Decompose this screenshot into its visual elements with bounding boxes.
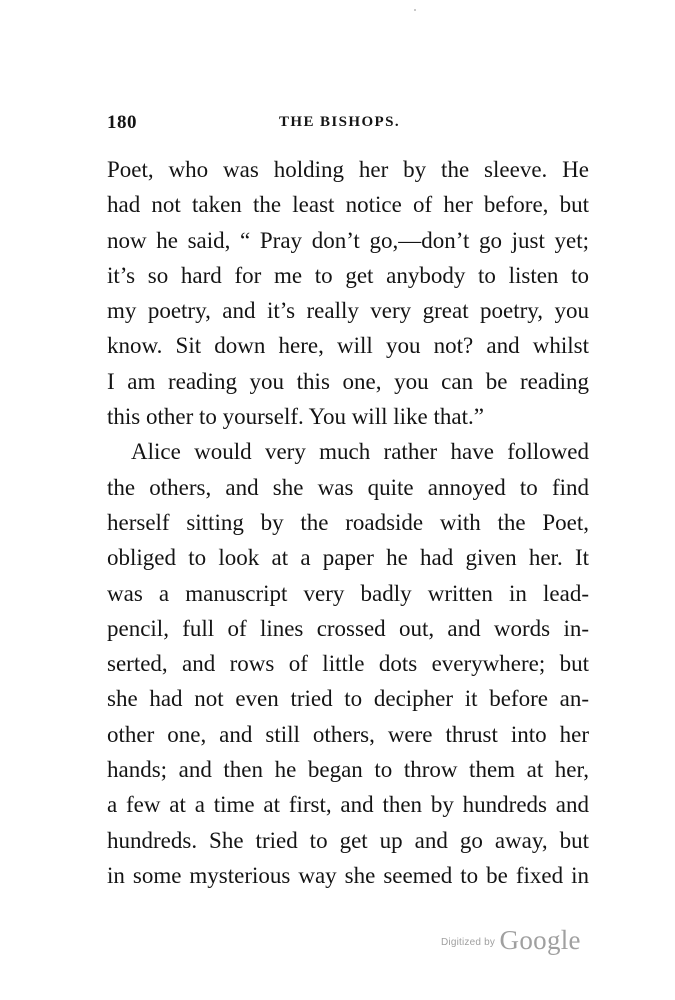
- text-line: it’s so hard for me to get anybody to listen to: [107, 262, 589, 288]
- body-text: [107, 152, 589, 893]
- text-line: the others, and she was quite annoyed to find: [107, 474, 589, 500]
- watermark-prefix: Digitized by: [441, 937, 496, 948]
- text-line: know. Sit down here, will you not? and whilst: [107, 333, 589, 359]
- page-number: 180: [107, 112, 137, 133]
- text-line: this other to yourself. You will like that.”: [107, 404, 484, 430]
- text-line: hands; and then he began to throw them at her,: [107, 757, 589, 783]
- text-line: Poet, who was holding her by the sleeve. He: [107, 157, 589, 182]
- text-line: other one, and still others, were thrust into her: [107, 721, 589, 747]
- text-line: serted, and rows of little dots everywhere; but: [107, 651, 589, 677]
- text-line: Alice would very much rather have followed: [131, 439, 589, 465]
- google-logo: Google: [499, 925, 581, 955]
- text-line: in some mysterious way she seemed to be fixed in: [107, 862, 589, 888]
- text-line: a few at a time at first, and then by hundreds and: [107, 792, 589, 818]
- text-line: herself sitting by the roadside with the Poet,: [107, 509, 589, 535]
- text-line: pencil, full of lines crossed out, and words in-: [107, 615, 589, 641]
- text-line: obliged to look at a paper he had given her. It: [107, 545, 589, 571]
- running-head: THE BISHOPS.: [279, 114, 401, 130]
- text-line: was a manuscript very badly written in lead-: [107, 580, 589, 606]
- text-line: my poetry, and it’s really very great poetry, you: [107, 298, 589, 324]
- text-line: I am reading you this one, you can be reading: [107, 368, 589, 394]
- text-line: had not taken the least notice of her before, but: [107, 192, 589, 218]
- text-line: she had not even tried to decipher it before an-: [107, 686, 589, 712]
- page-header: [107, 112, 589, 136]
- speck: [414, 9, 416, 11]
- text-line: hundreds. She tried to get up and go away, but: [107, 827, 589, 853]
- digitized-by-watermark: [441, 925, 581, 956]
- text-line: now he said, “ Pray don’t go,—don’t go just yet;: [107, 227, 589, 253]
